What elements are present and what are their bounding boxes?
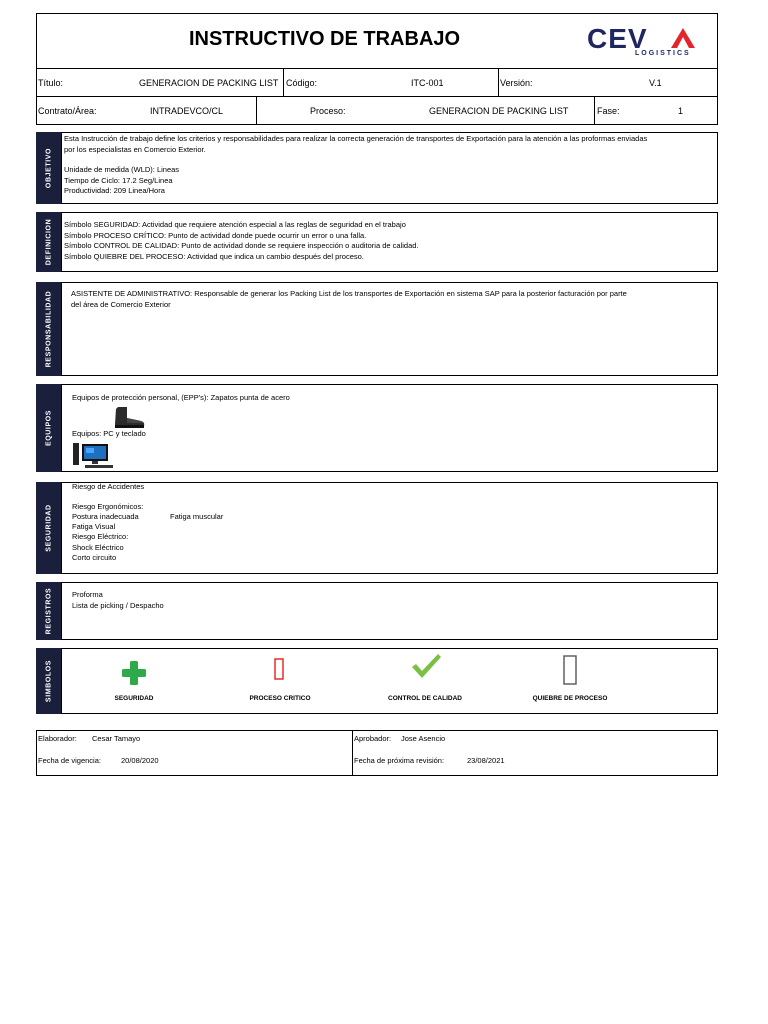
footer-box [36, 730, 718, 776]
titulo-label: Título: [38, 78, 64, 88]
objetivo-line: Unidade de medida (WLD): Lineas [64, 165, 180, 174]
corto-circuito: Corto circuito [72, 553, 117, 562]
epp-text: Equipos de protección personal, (EPP's): Zapatos punta de acero [72, 393, 290, 402]
responsabilidad-sidebar [36, 282, 61, 376]
codigo-value: ITC-001 [411, 78, 444, 88]
vigencia-value: 20/08/2020 [121, 756, 159, 765]
shock-electrico: Shock Eléctrico [72, 543, 124, 552]
fase-value: 1 [678, 106, 684, 116]
version-value: V.1 [649, 78, 662, 88]
vigencia-label: Fecha de vigencia: [38, 756, 101, 765]
svg-text:CEV: CEV [587, 24, 648, 54]
meta-row-1 [36, 68, 718, 97]
aprobador-value: Jose Asencio [401, 734, 446, 743]
fatiga-visual: Fatiga Visual [72, 522, 116, 531]
proceso-label: Proceso: [310, 106, 346, 116]
simbolos-sidebar [36, 648, 61, 714]
seguridad-label: SEGURIDAD [45, 504, 52, 552]
contrato-label: Contrato/Área: [38, 106, 97, 116]
registros-line: Proforma [72, 590, 103, 599]
riesgo-electrico: Riesgo Eléctrico: [72, 532, 129, 541]
safety-boot-icon [112, 405, 146, 429]
riesgo-ergonomicos: Riesgo Ergonómicos: [72, 502, 144, 511]
simbolo-proceso-critico-label: PROCESO CRITICO [249, 695, 311, 702]
definicion-sidebar [36, 212, 61, 272]
process-break-icon [563, 655, 577, 685]
fase-label: Fase: [597, 106, 620, 116]
simbolos-box [61, 648, 718, 714]
objetivo-line: Esta Instrucción de trabajo define los criterios y responsabilidades para realizar la correcta generación de transportes de Exportación para la atención a las proformas enviadas [64, 134, 648, 143]
registros-line: Lista de picking / Despacho [72, 600, 164, 610]
objetivo-line: por los especialistas en Comercio Exterior. [64, 144, 206, 154]
critical-process-icon [274, 658, 284, 680]
equipos-box [61, 384, 718, 472]
equipos-sidebar [36, 384, 61, 472]
simbolo-quiebre-label: QUIEBRE DE PROCESO [532, 695, 608, 702]
version-label: Versión: [500, 78, 533, 88]
simbolo-seguridad-label: SEGURIDAD [114, 695, 154, 702]
titulo-value: GENERACION DE PACKING LIST [139, 78, 279, 88]
header-box [36, 13, 718, 69]
definicion-line: Símbolo CONTROL DE CALIDAD: Punto de actividad donde se requiere inspección o auditoria de calidad. [64, 241, 419, 250]
definicion-line: Símbolo PROCESO CRÍTICO: Punto de actividad donde puede ocurrir un error o una falla. [64, 230, 367, 240]
objetivo-box [61, 132, 718, 204]
objetivo-line: Productividad: 209 Linea/Hora [64, 186, 165, 195]
proceso-value: GENERACION DE PACKING LIST [429, 106, 569, 116]
aprobador-label: Aprobador: [354, 734, 392, 743]
codigo-label: Código: [286, 78, 318, 88]
simbolos-label: SIMBOLOS [45, 659, 52, 703]
objetivo-sidebar [36, 132, 61, 204]
elaborador-label: Elaborador: [38, 734, 77, 743]
definicion-line: Símbolo SEGURIDAD: Actividad que requiere atención especial a las reglas de seguridad en el trabajo [64, 220, 406, 229]
objetivo-line [64, 155, 715, 165]
meta-row-2 [36, 96, 718, 125]
equipos-label: EQUIPOS [45, 409, 52, 447]
objetivo-label: OBJETIVO [45, 147, 52, 189]
registros-label: REGISTROS [45, 587, 52, 635]
riesgo-accidentes: Riesgo de Accidentes [72, 482, 145, 491]
responsabilidad-line: ASISTENTE DE ADMINISTRATIVO: Responsable de generar los Packing List de los transportes de Exportación en sistema SAP para la posterior facturación por parte [71, 289, 627, 298]
page-title: INSTRUCTIVO DE TRABAJO [188, 28, 461, 50]
revision-label: Fecha de próxima revisión: [354, 756, 445, 765]
fatiga-muscular: Fatiga muscular [170, 512, 224, 521]
objetivo-line: Tiempo de Ciclo: 17.2 Seg/Linea [64, 175, 173, 185]
seguridad-box [61, 482, 718, 574]
definicion-box [61, 212, 718, 272]
definicion-label: DEFINICION [45, 218, 52, 266]
elaborador-value: Cesar Tamayo [92, 734, 141, 743]
equipos-text: Equipos: PC y teclado [72, 429, 146, 438]
postura-inadecuada: Postura inadecuada [72, 512, 139, 521]
registros-sidebar [36, 582, 61, 640]
desktop-computer-icon [73, 443, 115, 469]
contrato-value: INTRADEVCO/CL [150, 106, 224, 116]
seguridad-sidebar [36, 482, 61, 574]
revision-value: 23/08/2021 [467, 756, 505, 765]
logo-subtitle: LOGISTICS [635, 50, 691, 57]
simbolo-control-calidad-label: CONTROL DE CALIDAD [388, 695, 462, 702]
responsabilidad-line: del área de Comercio Exterior [71, 299, 171, 309]
definicion-line: Símbolo QUIEBRE DEL PROCESO: Actividad que indica un cambio después del proceso. [64, 251, 364, 261]
check-icon [410, 653, 442, 679]
ceva-logo [587, 24, 712, 60]
responsabilidad-box [61, 282, 718, 376]
responsabilidad-label: RESPONSABILIDAD [45, 290, 52, 368]
registros-box [61, 582, 718, 640]
green-cross-icon [122, 661, 146, 685]
